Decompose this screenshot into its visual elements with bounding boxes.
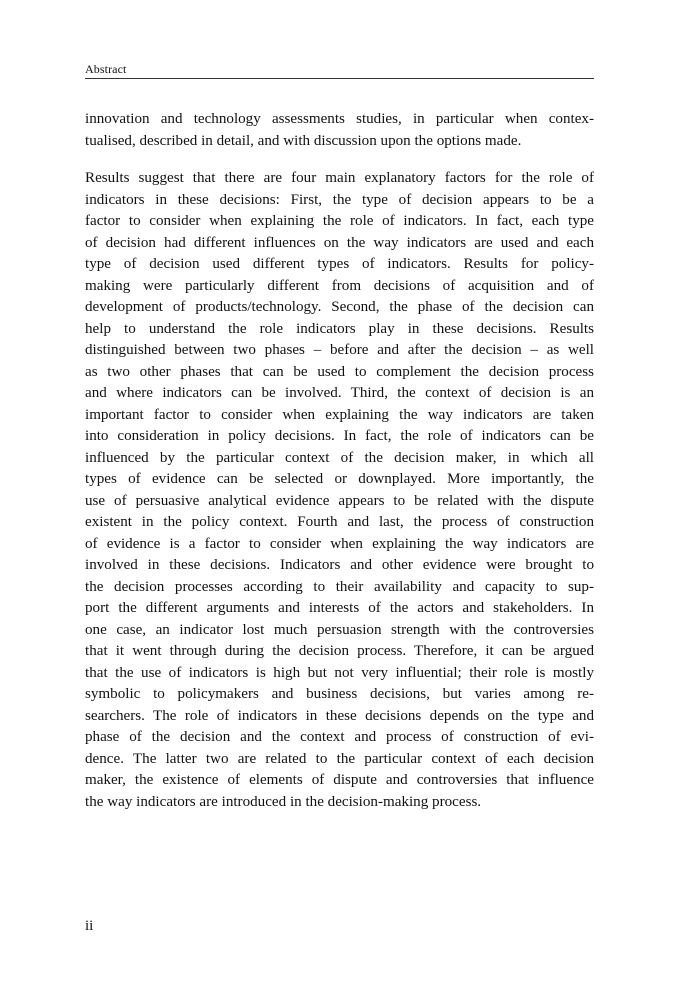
paragraph-2 — [85, 168, 594, 813]
text-line: into consideration in policy decisions. In fact, the role of indicators can be — [85, 428, 594, 444]
text-line: influenced by the particular context of the decision maker, in which all — [85, 449, 594, 466]
running-header: Abstract — [85, 62, 127, 76]
text-line: making were particularly different from decisions of acquisition and of — [85, 277, 594, 294]
text-line: tualised, described in detail, and with discussion upon the options made. — [85, 132, 522, 149]
text-line: innovation and technology assessments studies, in particular when contex- — [85, 111, 594, 127]
text-line: indicators in these decisions: First, the type of decision appears to be a — [85, 191, 594, 208]
text-line: that the use of indicators is high but not very influential; their role is mostly — [85, 664, 594, 681]
text-line: type of decision used different types of indicators. Results for policy- — [85, 256, 594, 272]
paragraph-1 — [85, 109, 594, 152]
text-line: existent in the policy context. Fourth and last, the process of construction — [85, 514, 594, 530]
text-line: maker, the existence of elements of dispute and controversies that influence — [85, 772, 594, 788]
text-line: the decision processes according to their availability and capacity to sup- — [85, 578, 594, 595]
page-number: ii — [85, 918, 94, 934]
text-line: factor to consider when explaining the role of indicators. In fact, each type — [85, 213, 594, 229]
text-line: dence. The latter two are related to the particular context of each decision — [85, 750, 594, 767]
text-line: important factor to consider when explaining the way indicators are taken — [85, 406, 594, 423]
text-line: involved in these decisions. Indicators and other evidence were brought to — [85, 557, 594, 573]
text-line: Results suggest that there are four main explanatory factors for the role of — [85, 170, 594, 186]
text-line: that it went through during the decision process. Therefore, it can be argued — [85, 643, 594, 659]
header-rule — [85, 78, 594, 79]
text-line: help to understand the role indicators play in these decisions. Results — [85, 320, 594, 337]
text-line: port the different arguments and interests of the actors and stakeholders. In — [85, 600, 594, 616]
text-line: distinguished between two phases – before and after the decision – as well — [85, 342, 594, 358]
text-line: as two other phases that can be used to complement the decision process — [85, 363, 594, 380]
text-line: the way indicators are introduced in the decision-making process. — [85, 793, 482, 810]
text-line: of decision had different influences on the way indicators are used and each — [85, 234, 594, 251]
text-line: development of products/technology. Second, the phase of the decision can — [85, 299, 594, 315]
text-line: use of persuasive analytical evidence appears to be related with the dispute — [85, 492, 594, 509]
abstract-body — [85, 109, 594, 813]
text-line: and where indicators can be involved. Third, the context of decision is an — [85, 385, 594, 401]
text-line: searchers. The role of indicators in these decisions depends on the type and — [85, 707, 594, 724]
text-line: phase of the decision and the context and process of construction of evi- — [85, 729, 594, 745]
text-line: of evidence is a factor to consider when explaining the way indicators are — [85, 535, 594, 552]
text-line: one case, an indicator lost much persuasion strength with the controversies — [85, 621, 594, 638]
text-line: symbolic to policymakers and business decisions, but varies among re- — [85, 686, 594, 702]
text-line: types of evidence can be selected or downplayed. More importantly, the — [85, 471, 594, 487]
